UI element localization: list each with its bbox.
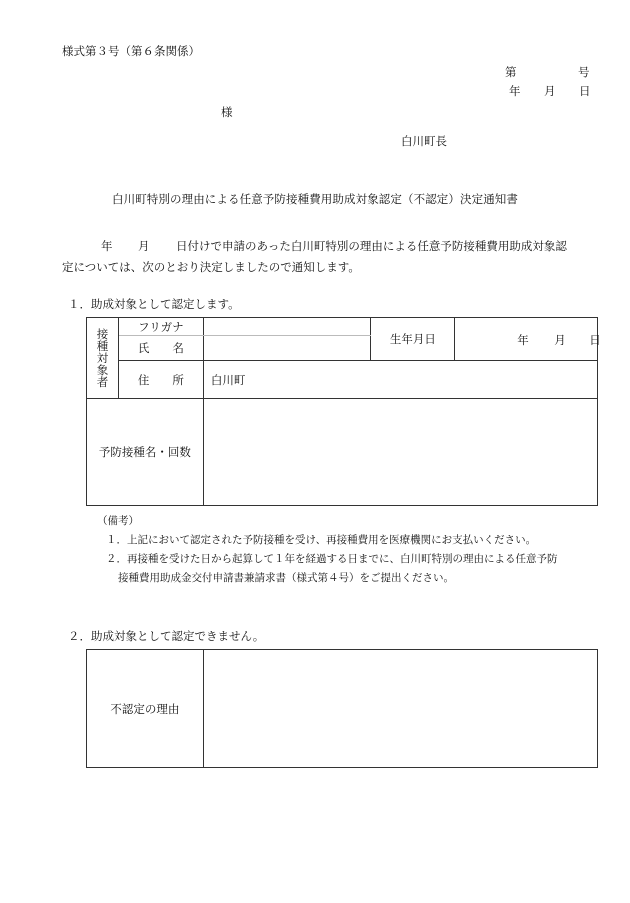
vaccine-field[interactable] xyxy=(203,399,597,506)
date-month: 月 xyxy=(544,84,556,98)
remark-2-line1: ２．再接種を受けた日から起算して１年を経過する日までに、白川町特別の理由による任意予防 xyxy=(106,553,558,565)
section1-heading: １．助成対象として認定します。 xyxy=(68,297,240,311)
form-number: 様式第３号（第６条関係） xyxy=(62,44,200,58)
remarks-heading: （備考） xyxy=(97,515,139,527)
birth-month: 月 xyxy=(554,333,566,347)
section2-heading: ２．助成対象として認定できません。 xyxy=(68,629,265,643)
reason-field[interactable] xyxy=(203,650,597,768)
doc-number-prefix: 第 xyxy=(505,65,517,79)
remark-1: １．上記において認定された予防接種を受け、再接種費用を医療機関にお支払いください。 xyxy=(106,534,537,546)
birthdate-label: 生年月日 xyxy=(371,318,455,361)
intro-line1: 日付けで申請のあった白川町特別の理由による任意予防接種費用助成対象認 xyxy=(176,239,567,253)
birthdate-field[interactable] xyxy=(455,318,601,361)
addressee-suffix: 様 xyxy=(221,105,233,119)
reason-label: 不認定の理由 xyxy=(87,650,204,768)
address-field[interactable] xyxy=(203,361,597,399)
birth-day: 日 xyxy=(589,333,601,347)
doc-number-suffix: 号 xyxy=(578,65,590,79)
non-certification-table xyxy=(86,649,598,768)
name-label: 氏 名 xyxy=(118,336,203,361)
vaccine-label: 予防接種名・回数 xyxy=(87,399,204,506)
intro-year: 年 xyxy=(101,239,113,253)
remark-2-line2: 接種費用助成金交付申請書兼請求書（様式第４号）をご提出ください。 xyxy=(118,572,454,584)
date-year: 年 xyxy=(509,84,521,98)
document-title: 白川町特別の理由による任意予防接種費用助成対象認定（不認定）決定通知書 xyxy=(112,192,518,206)
intro-line2: 定については、次のとおり決定しましたので通知します。 xyxy=(62,260,360,274)
intro-month: 月 xyxy=(138,239,150,253)
date-day: 日 xyxy=(579,84,591,98)
furigana-label: フリガナ xyxy=(118,318,203,336)
subject-label-cell xyxy=(87,318,119,399)
subject-label: 接種対象者 xyxy=(95,328,110,388)
certification-table xyxy=(86,317,601,506)
name-field[interactable] xyxy=(203,336,371,361)
address-value: 白川町 xyxy=(210,372,246,387)
birth-year: 年 xyxy=(517,333,529,347)
issuer: 白川町長 xyxy=(401,134,447,148)
furigana-field[interactable] xyxy=(203,318,371,336)
address-label: 住 所 xyxy=(118,361,203,399)
